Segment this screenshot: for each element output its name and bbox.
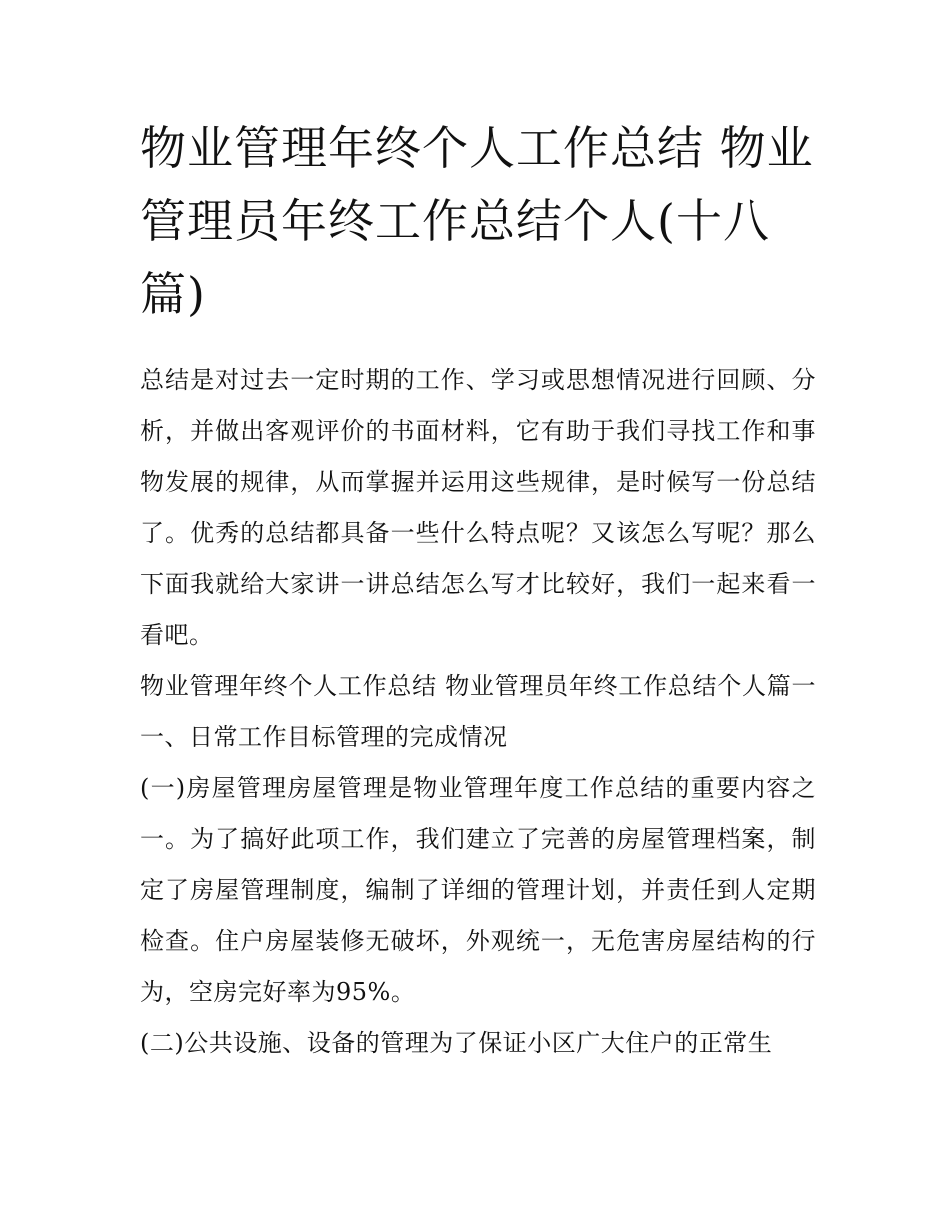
intro-paragraph: 总结是对过去一定时期的工作、学习或思想情况进行回顾、分析，并做出客观评价的书面材料，它有助于我们寻找工作和事物发展的规律，从而掌握并运用这些规律，是时候写一份总结了。优秀的总结都具备一些什么特点呢？又该怎么写呢？那么下面我就给大家讲一讲总结怎么写才比较好，我们一起来看一看吧。: [140, 366, 816, 649]
facilities-management-paragraph: (二)公共设施、设备的管理为了保证小区广大住户的正常生: [140, 1029, 773, 1057]
section-heading-paragraph: 物业管理年终个人工作总结 物业管理员年终工作总结个人篇一 一、日常工作目标管理的完成情况: [140, 672, 816, 751]
document-title: 物业管理年终个人工作总结 物业管理员年终工作总结个人(十八篇): [140, 121, 814, 321]
housing-management-paragraph: (一)房屋管理房屋管理是物业管理年度工作总结的重要内容之一。为了搞好此项工作，我们建立了完善的房屋管理档案，制定了房屋管理制度，编制了详细的管理计划，并责任到人定期检查。住户房屋装修无破坏，外观统一，无危害房屋结构的行为，空房完好率为95%。: [140, 774, 816, 1006]
document-body: [140, 355, 816, 1069]
